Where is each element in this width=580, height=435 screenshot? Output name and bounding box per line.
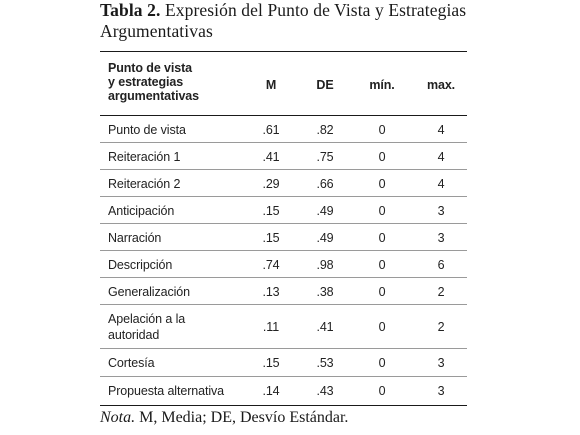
row-min: 0: [378, 258, 386, 272]
row-de: .41: [316, 320, 334, 334]
row-min: 0: [378, 204, 386, 218]
row-de: .98: [316, 258, 334, 272]
table-row: [0, 377, 580, 405]
header-max: max.: [426, 78, 456, 92]
table-row: [0, 305, 580, 349]
row-de: .82: [316, 123, 334, 137]
row-min: 0: [378, 356, 386, 370]
table-row: [0, 170, 580, 197]
table-row: [0, 251, 580, 278]
row-name: Propuesta alternativa: [108, 384, 225, 398]
row-de: .43: [316, 384, 334, 398]
row-name: Descripción: [108, 258, 173, 272]
row-m: .29: [262, 177, 280, 191]
table-row: [0, 197, 580, 224]
row-de: .66: [316, 177, 334, 191]
row-max: 3: [437, 204, 445, 218]
row-m: .15: [262, 204, 280, 218]
row-max: 6: [437, 258, 445, 272]
row-de: .49: [316, 231, 334, 245]
header-m: M: [265, 78, 277, 92]
bottom-rule: [100, 405, 467, 406]
row-m: .15: [262, 231, 280, 245]
row-name-line1: Apelación a la: [108, 312, 186, 326]
row-min: 0: [378, 320, 386, 334]
header-name: [108, 61, 248, 103]
row-min: 0: [378, 231, 386, 245]
row-de: .49: [316, 204, 334, 218]
row-name-line2: autoridad: [108, 328, 160, 342]
row-max: 4: [437, 150, 445, 164]
row-m: .41: [262, 150, 280, 164]
row-name: Punto de vista: [108, 123, 186, 137]
row-max: 4: [437, 177, 445, 191]
header-name-line1: Punto de vista: [108, 61, 193, 75]
row-name: Reiteración 2: [108, 177, 181, 191]
row-name: [108, 311, 248, 343]
row-min: 0: [378, 123, 386, 137]
row-min: 0: [378, 150, 386, 164]
top-rule: [100, 51, 467, 52]
header-name-line2: y estrategias: [108, 75, 184, 89]
row-max: 2: [437, 320, 445, 334]
row-max: 3: [437, 356, 445, 370]
row-name: Generalización: [108, 285, 190, 299]
row-de: .75: [316, 150, 334, 164]
row-m: .14: [262, 384, 280, 398]
row-min: 0: [378, 384, 386, 398]
note-text: M, Media; DE, Desvío Estándar.: [135, 409, 349, 426]
header-de: DE: [316, 78, 334, 92]
row-max: 2: [437, 285, 445, 299]
row-de: .53: [316, 356, 334, 370]
row-m: .11: [262, 320, 280, 334]
note-label: Nota.: [100, 409, 136, 426]
row-min: 0: [378, 177, 386, 191]
row-m: .61: [262, 123, 280, 137]
row-name: Cortesía: [108, 356, 155, 370]
caption-title-line1: Expresión del Punto de Vista y Estrategias: [164, 0, 467, 20]
table-row: [0, 143, 580, 170]
row-m: .15: [262, 356, 280, 370]
row-min: 0: [378, 285, 386, 299]
row-max: 3: [437, 231, 445, 245]
table-row: [0, 349, 580, 377]
table-row: [0, 116, 580, 143]
row-name: Anticipación: [108, 204, 175, 218]
row-name: Narración: [108, 231, 162, 245]
row-max: 3: [437, 384, 445, 398]
caption-title-line2: Argumentativas: [100, 21, 213, 41]
table-note: [100, 408, 348, 428]
table-row: [0, 278, 580, 305]
table-row: [0, 224, 580, 251]
row-m: .74: [262, 258, 280, 272]
row-m: .13: [262, 285, 280, 299]
header-name-line3: argumentativas: [108, 89, 199, 103]
caption-label: Tabla 2.: [100, 0, 161, 20]
header-min: mín.: [369, 78, 395, 92]
row-name: Reiteración 1: [108, 150, 181, 164]
table-caption: [100, 0, 480, 42]
row-de: .38: [316, 285, 334, 299]
row-max: 4: [437, 123, 445, 137]
